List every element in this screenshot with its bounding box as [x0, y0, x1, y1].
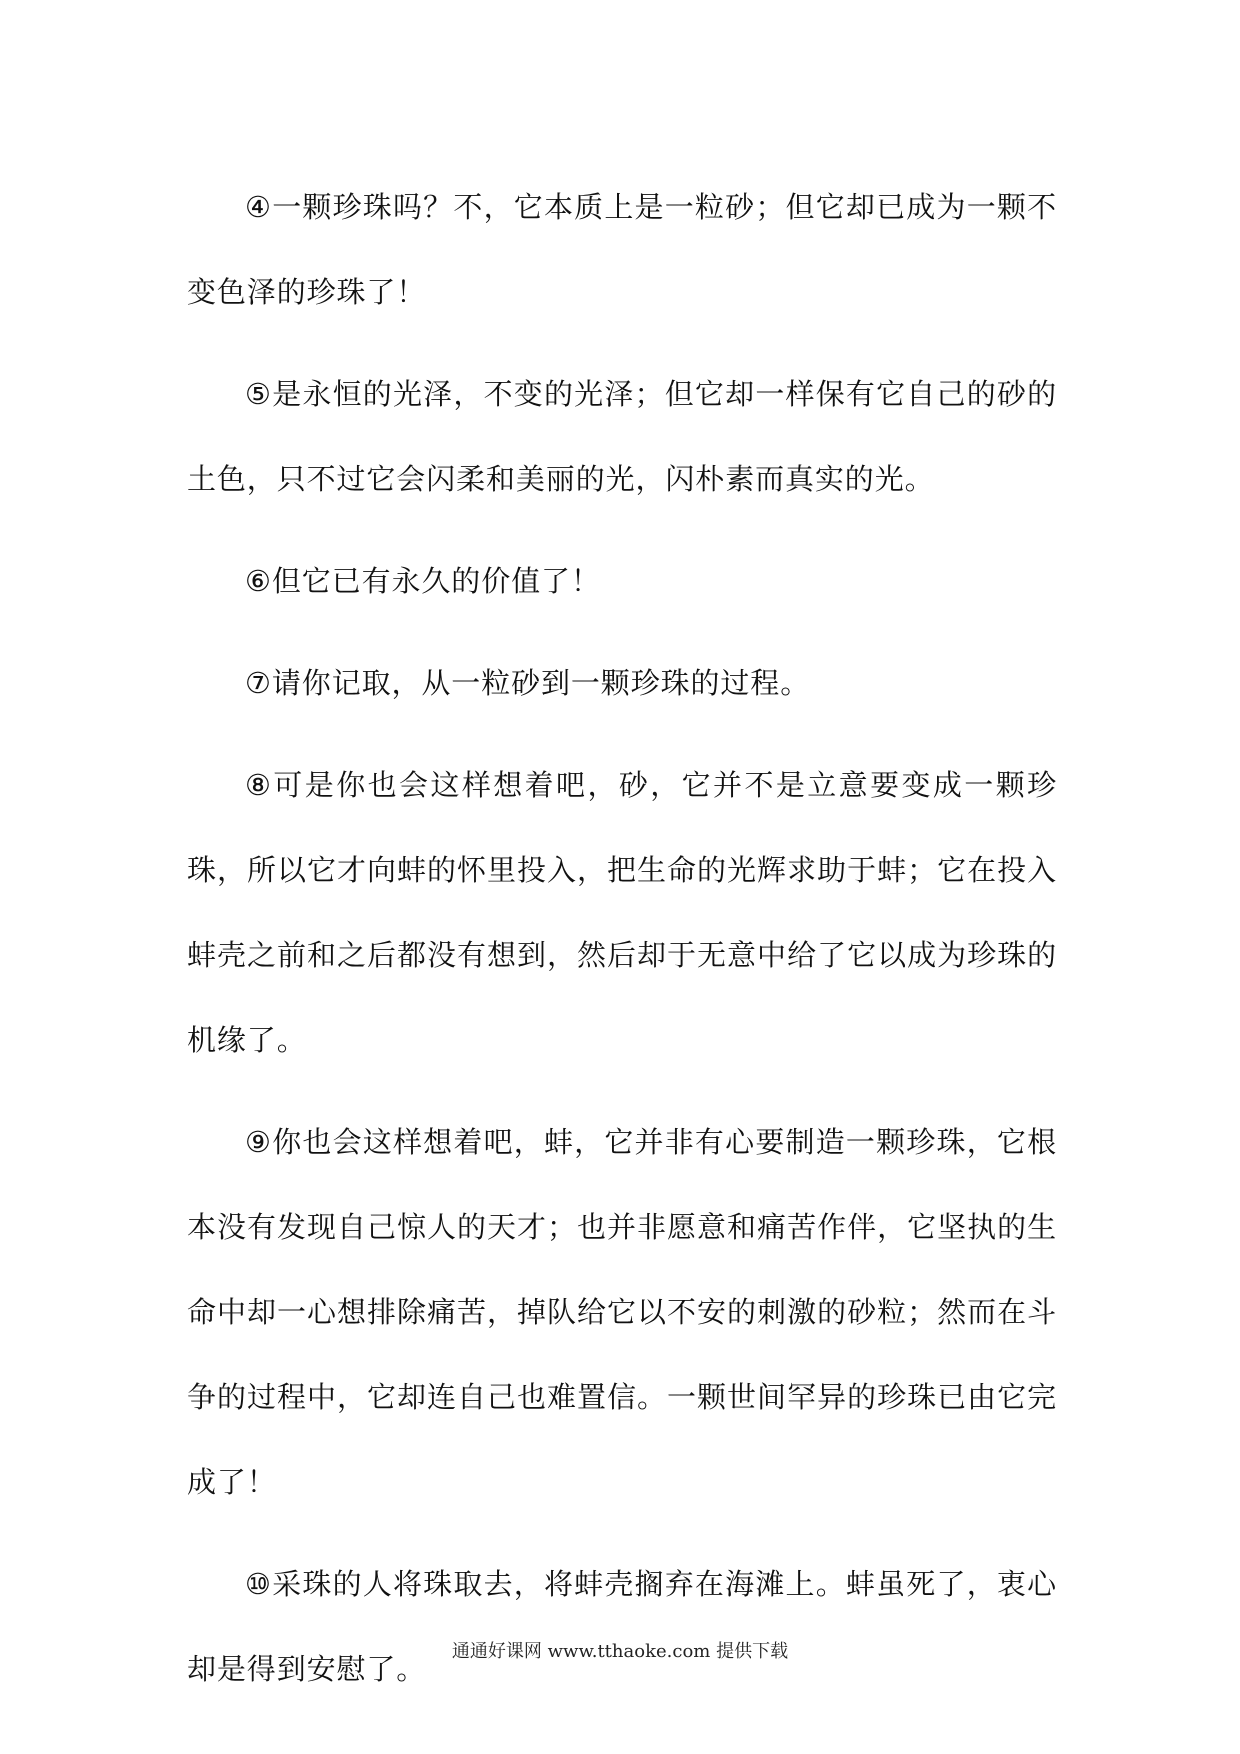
- paragraph-7: ⑦请你记取，从一粒砂到一颗珍珠的过程。: [245, 666, 811, 700]
- paragraph-8: ⑧可是你也会这样想着吧，砂，它并不是立意要变成一颗珍珠，所以它才向蚌的怀里投入，把生命的光辉求助于蚌；它在投入蚌壳之前和之后都没有想到，然后却于无意中给了它以成为珍珠的机缘了。: [187, 768, 1057, 1057]
- paragraph-10: ⑩采珠的人将珠取去，将蚌壳搁弃在海滩上。蚌虽死了，衷心却是得到安慰了。: [187, 1567, 1057, 1686]
- page-footer: 通通好课网 www.tthaoke.com 提供下载: [451, 1641, 789, 1662]
- paragraph-4: ④一颗珍珠吗？不，它本质上是一粒砂；但它却已成为一颗不变色泽的珍珠了！: [187, 190, 1057, 309]
- paragraph-9: ⑨你也会这样想着吧，蚌，它并非有心要制造一颗珍珠，它根本没有发现自己惊人的天才；也并非愿意和痛苦作伴，它坚执的生命中却一心想排除痛苦，掉队给它以不安的刺激的砂粒；然而在斗争的过程中，它却连自己也难置信。一颗世间罕异的珍珠已由它完成了！: [187, 1125, 1057, 1499]
- paragraph-6: ⑥但它已有永久的价值了！: [245, 564, 601, 598]
- article-body: [187, 165, 1057, 1729]
- paragraph-5: ⑤是永恒的光泽，不变的光泽；但它却一样保有它自己的砂的土色，只不过它会闪柔和美丽的光，闪朴素而真实的光。: [187, 377, 1057, 496]
